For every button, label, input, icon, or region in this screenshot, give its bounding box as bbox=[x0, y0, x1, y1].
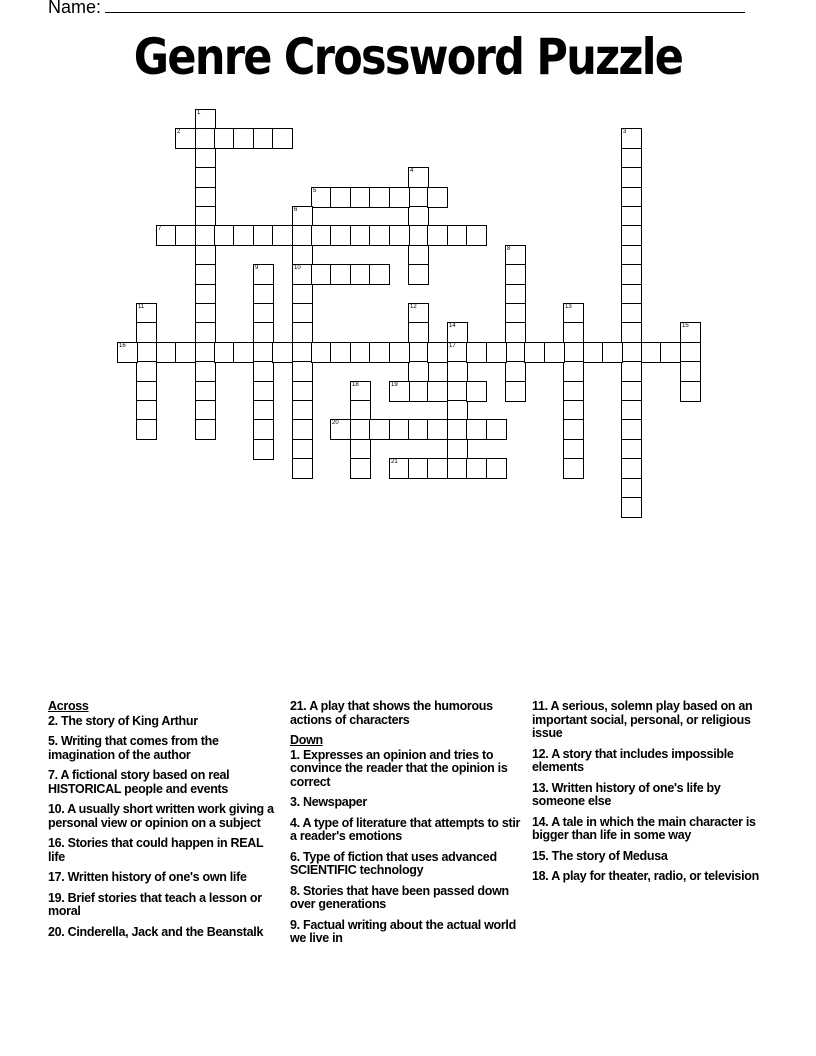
clue-item bbox=[532, 700, 768, 741]
grid-cell[interactable] bbox=[621, 206, 642, 227]
clue-text: Type of fiction that uses advanced SCIENTIFIC technology bbox=[290, 849, 497, 877]
clue-text: A type of literature that attempts to stir a reader's emotions bbox=[290, 815, 521, 843]
grid-cell[interactable] bbox=[136, 419, 157, 440]
grid-cell[interactable] bbox=[350, 225, 371, 246]
grid-cell[interactable] bbox=[505, 381, 526, 402]
clue-text: Brief stories that teach a lesson or moral bbox=[48, 890, 262, 918]
grid-cell[interactable] bbox=[427, 225, 448, 246]
clues-column-3 bbox=[532, 700, 768, 891]
grid-cell[interactable] bbox=[621, 245, 642, 266]
grid-cell[interactable] bbox=[292, 206, 313, 227]
grid-cell[interactable] bbox=[408, 225, 429, 246]
grid-cell[interactable] bbox=[408, 458, 429, 479]
clue-text: A play that shows the humorous actions of characters bbox=[290, 699, 493, 727]
grid-cell[interactable] bbox=[233, 342, 254, 363]
grid-cell[interactable] bbox=[195, 303, 216, 324]
grid-cell[interactable] bbox=[641, 342, 662, 363]
grid-cell[interactable] bbox=[195, 187, 216, 208]
clue-number: 12. bbox=[532, 746, 552, 761]
clue-number: 19. bbox=[48, 890, 68, 905]
grid-cell[interactable] bbox=[253, 128, 274, 149]
grid-cell[interactable] bbox=[427, 458, 448, 479]
grid-cell[interactable] bbox=[505, 264, 526, 285]
grid-cell[interactable] bbox=[136, 400, 157, 421]
grid-cell[interactable] bbox=[680, 342, 701, 363]
clue-text: Newspaper bbox=[303, 795, 367, 809]
clue-item bbox=[290, 749, 522, 790]
cell-number: 17 bbox=[449, 343, 456, 349]
clue-number: 4. bbox=[290, 815, 303, 830]
clue-item bbox=[48, 892, 280, 919]
clue-number: 5. bbox=[48, 734, 61, 748]
clue-item bbox=[290, 796, 522, 810]
grid-cell[interactable] bbox=[505, 322, 526, 343]
grid-cell[interactable] bbox=[408, 167, 429, 188]
grid-cell[interactable] bbox=[369, 187, 390, 208]
grid-cell[interactable] bbox=[447, 342, 468, 363]
cell-number: 16 bbox=[119, 343, 126, 349]
clue-item bbox=[532, 870, 768, 884]
grid-cell[interactable] bbox=[350, 439, 371, 460]
grid-cell[interactable] bbox=[621, 148, 642, 169]
grid-cell[interactable] bbox=[253, 264, 274, 285]
grid-cell[interactable] bbox=[350, 458, 371, 479]
grid-cell[interactable] bbox=[563, 458, 584, 479]
grid-cell[interactable] bbox=[175, 342, 196, 363]
clue-text: The story of King Arthur bbox=[61, 713, 198, 728]
cell-number: 1 bbox=[197, 110, 201, 116]
grid-cell[interactable] bbox=[195, 128, 216, 149]
clue-item bbox=[532, 782, 768, 809]
clue-number: 10. bbox=[48, 802, 68, 816]
grid-cell[interactable] bbox=[136, 303, 157, 324]
grid-cell[interactable] bbox=[621, 458, 642, 479]
clue-number: 11. bbox=[532, 699, 551, 713]
grid-cell[interactable] bbox=[621, 419, 642, 440]
grid-cell[interactable] bbox=[195, 206, 216, 227]
clue-item bbox=[48, 926, 280, 940]
grid-cell[interactable] bbox=[195, 167, 216, 188]
grid-cell[interactable] bbox=[233, 128, 254, 149]
clue-text: A fictional story based on real HISTORICAL people and events bbox=[48, 768, 230, 796]
clue-number: 1. bbox=[290, 747, 303, 762]
grid-cell[interactable] bbox=[680, 322, 701, 343]
grid-cell[interactable] bbox=[621, 187, 642, 208]
clue-item bbox=[532, 748, 768, 775]
grid-cell[interactable] bbox=[195, 148, 216, 169]
grid-cell[interactable] bbox=[408, 187, 429, 208]
grid-cell[interactable] bbox=[660, 342, 681, 363]
clue-number: 3. bbox=[290, 795, 303, 809]
grid-cell[interactable] bbox=[466, 381, 487, 402]
clue-text: Stories that could happen in REAL life bbox=[48, 836, 264, 864]
grid-cell[interactable] bbox=[408, 264, 429, 285]
grid-cell[interactable] bbox=[350, 381, 371, 402]
grid-cell[interactable] bbox=[272, 128, 293, 149]
clue-text: A usually short written work giving a personal view or opinion on a subject bbox=[48, 802, 274, 830]
clues-column-2 bbox=[290, 700, 522, 953]
grid-cell[interactable] bbox=[292, 264, 313, 285]
grid-cell[interactable] bbox=[602, 342, 623, 363]
cell-number: 15 bbox=[682, 323, 689, 329]
grid-cell[interactable] bbox=[136, 381, 157, 402]
grid-cell[interactable] bbox=[466, 342, 487, 363]
cell-number: 19 bbox=[391, 382, 398, 388]
grid-cell[interactable] bbox=[621, 400, 642, 421]
grid-cell[interactable] bbox=[175, 128, 196, 149]
grid-cell[interactable] bbox=[195, 322, 216, 343]
grid-cell[interactable] bbox=[195, 381, 216, 402]
grid-cell[interactable] bbox=[427, 419, 448, 440]
clue-text: Cinderella, Jack and the Beanstalk bbox=[67, 924, 264, 939]
clue-item bbox=[48, 837, 280, 864]
grid-cell[interactable] bbox=[466, 419, 487, 440]
grid-cell[interactable] bbox=[136, 361, 157, 382]
grid-cell[interactable] bbox=[292, 458, 313, 479]
grid-cell[interactable] bbox=[563, 400, 584, 421]
grid-cell[interactable] bbox=[292, 342, 313, 363]
grid-cell[interactable] bbox=[292, 439, 313, 460]
grid-cell[interactable] bbox=[427, 381, 448, 402]
clue-number: 6. bbox=[290, 849, 303, 864]
grid-cell[interactable] bbox=[621, 381, 642, 402]
clue-item bbox=[290, 851, 522, 878]
grid-cell[interactable] bbox=[350, 342, 371, 363]
clue-number: 21. bbox=[290, 699, 310, 713]
page-title: Genre Crossword Puzzle bbox=[133, 28, 683, 86]
grid-cell[interactable] bbox=[389, 458, 410, 479]
grid-cell[interactable] bbox=[195, 264, 216, 285]
grid-cell[interactable] bbox=[408, 303, 429, 324]
grid-cell[interactable] bbox=[292, 245, 313, 266]
grid-cell[interactable] bbox=[563, 419, 584, 440]
clue-text: A story that includes impossible elements bbox=[532, 746, 734, 774]
clue-number: 17. bbox=[48, 870, 68, 884]
cell-number: 2 bbox=[177, 129, 181, 135]
grid-cell[interactable] bbox=[195, 225, 216, 246]
grid-cell[interactable] bbox=[389, 381, 410, 402]
grid-cell[interactable] bbox=[563, 342, 584, 363]
grid-cell[interactable] bbox=[292, 400, 313, 421]
clue-item bbox=[48, 803, 280, 830]
grid-cell[interactable] bbox=[621, 284, 642, 305]
cell-number: 14 bbox=[449, 323, 456, 329]
grid-cell[interactable] bbox=[486, 419, 507, 440]
grid-cell[interactable] bbox=[253, 361, 274, 382]
grid-cell[interactable] bbox=[253, 322, 274, 343]
grid-cell[interactable] bbox=[486, 342, 507, 363]
grid-cell[interactable] bbox=[621, 361, 642, 382]
grid-cell[interactable] bbox=[195, 245, 216, 266]
grid-cell[interactable] bbox=[330, 419, 351, 440]
cell-number: 3 bbox=[623, 129, 627, 135]
cell-number: 4 bbox=[410, 168, 414, 174]
clue-number: 16. bbox=[48, 836, 68, 850]
cell-number: 10 bbox=[294, 265, 301, 271]
grid-cell[interactable] bbox=[505, 342, 526, 363]
grid-cell[interactable] bbox=[408, 245, 429, 266]
clue-number: 18. bbox=[532, 869, 552, 883]
grid-cell[interactable] bbox=[427, 187, 448, 208]
grid-cell[interactable] bbox=[253, 342, 274, 363]
clue-number: 13. bbox=[532, 780, 552, 795]
clue-number: 2. bbox=[48, 713, 61, 728]
grid-cell[interactable] bbox=[621, 478, 642, 499]
clue-text: Stories that have been passed down over generations bbox=[290, 883, 509, 911]
clue-item bbox=[532, 850, 768, 864]
grid-cell[interactable] bbox=[524, 342, 545, 363]
grid-cell[interactable] bbox=[563, 381, 584, 402]
cell-number: 8 bbox=[507, 246, 511, 252]
grid-cell[interactable] bbox=[369, 419, 390, 440]
grid-cell[interactable] bbox=[253, 381, 274, 402]
grid-cell[interactable] bbox=[195, 342, 216, 363]
grid-cell[interactable] bbox=[156, 225, 177, 246]
grid-cell[interactable] bbox=[272, 342, 293, 363]
clue-text: Writing that comes from the imagination of the author bbox=[48, 734, 219, 762]
clue-item bbox=[48, 735, 280, 762]
grid-cell[interactable] bbox=[505, 303, 526, 324]
grid-cell[interactable] bbox=[486, 458, 507, 479]
grid-cell[interactable] bbox=[292, 284, 313, 305]
clue-item bbox=[48, 871, 280, 885]
clue-text: Written history of one's life by someone else bbox=[532, 780, 721, 808]
grid-cell[interactable] bbox=[253, 284, 274, 305]
grid-cell[interactable] bbox=[621, 303, 642, 324]
clue-number: 9. bbox=[290, 917, 303, 932]
grid-cell[interactable] bbox=[408, 322, 429, 343]
grid-cell[interactable] bbox=[292, 303, 313, 324]
grid-cell[interactable] bbox=[350, 264, 371, 285]
grid-cell[interactable] bbox=[253, 400, 274, 421]
grid-cell[interactable] bbox=[447, 400, 468, 421]
grid-cell[interactable] bbox=[621, 322, 642, 343]
grid-cell[interactable] bbox=[563, 439, 584, 460]
grid-cell[interactable] bbox=[389, 419, 410, 440]
clues-column-1 bbox=[48, 700, 280, 946]
grid-cell[interactable] bbox=[621, 128, 642, 149]
cell-number: 5 bbox=[313, 188, 317, 194]
grid-cell[interactable] bbox=[195, 419, 216, 440]
grid-cell[interactable] bbox=[253, 419, 274, 440]
clue-item bbox=[48, 769, 280, 796]
grid-cell[interactable] bbox=[427, 342, 448, 363]
grid-cell[interactable] bbox=[447, 322, 468, 343]
grid-cell[interactable] bbox=[233, 225, 254, 246]
grid-cell[interactable] bbox=[447, 225, 468, 246]
clue-text: Factual writing about the actual world we live in bbox=[290, 917, 516, 945]
cell-number: 6 bbox=[294, 207, 298, 213]
grid-cell[interactable] bbox=[214, 342, 235, 363]
clue-item bbox=[532, 816, 768, 843]
clue-text: A serious, solemn play based on an important social, personal, or religious issue bbox=[532, 699, 753, 740]
grid-cell[interactable] bbox=[544, 342, 565, 363]
cell-number: 21 bbox=[391, 459, 398, 465]
cell-number: 9 bbox=[255, 265, 259, 271]
grid-cell[interactable] bbox=[621, 264, 642, 285]
grid-cell[interactable] bbox=[621, 167, 642, 188]
grid-cell[interactable] bbox=[292, 419, 313, 440]
grid-cell[interactable] bbox=[447, 381, 468, 402]
grid-cell[interactable] bbox=[156, 342, 177, 363]
grid-cell[interactable] bbox=[136, 322, 157, 343]
grid-cell[interactable] bbox=[563, 361, 584, 382]
clue-number: 20. bbox=[48, 924, 68, 939]
grid-cell[interactable] bbox=[621, 497, 642, 518]
grid-cell[interactable] bbox=[195, 361, 216, 382]
grid-cell[interactable] bbox=[447, 419, 468, 440]
cell-number: 18 bbox=[352, 382, 359, 388]
grid-cell[interactable] bbox=[350, 187, 371, 208]
grid-cell[interactable] bbox=[505, 361, 526, 382]
grid-cell[interactable] bbox=[621, 225, 642, 246]
grid-cell[interactable] bbox=[311, 225, 332, 246]
clue-number: 14. bbox=[532, 814, 552, 829]
clue-text: Written history of one's own life bbox=[67, 870, 247, 884]
grid-cell[interactable] bbox=[408, 361, 429, 382]
grid-cell[interactable] bbox=[195, 109, 216, 130]
grid-cell[interactable] bbox=[369, 264, 390, 285]
grid-cell[interactable] bbox=[621, 342, 642, 363]
grid-cell[interactable] bbox=[466, 458, 487, 479]
grid-cell[interactable] bbox=[350, 400, 371, 421]
clue-text: Expresses an opinion and tries to convince the reader that the opinion is correct bbox=[290, 747, 508, 789]
grid-cell[interactable] bbox=[408, 342, 429, 363]
grid-cell[interactable] bbox=[563, 303, 584, 324]
clue-number: 15. bbox=[532, 848, 552, 863]
cell-number: 7 bbox=[158, 226, 162, 232]
grid-cell[interactable] bbox=[253, 225, 274, 246]
grid-cell[interactable] bbox=[408, 381, 429, 402]
grid-cell[interactable] bbox=[292, 322, 313, 343]
grid-cell[interactable] bbox=[680, 381, 701, 402]
grid-cell[interactable] bbox=[330, 225, 351, 246]
clue-text: A tale in which the main character is bigger than life in some way bbox=[532, 814, 756, 842]
grid-cell[interactable] bbox=[311, 187, 332, 208]
grid-cell[interactable] bbox=[505, 284, 526, 305]
cell-number: 20 bbox=[332, 420, 339, 426]
grid-cell[interactable] bbox=[369, 225, 390, 246]
grid-cell[interactable] bbox=[292, 225, 313, 246]
grid-cell[interactable] bbox=[253, 439, 274, 460]
grid-cell[interactable] bbox=[330, 264, 351, 285]
grid-cell[interactable] bbox=[350, 419, 371, 440]
grid-cell[interactable] bbox=[175, 225, 196, 246]
grid-cell[interactable] bbox=[583, 342, 604, 363]
clue-number: 8. bbox=[290, 883, 303, 898]
name-label: Name: bbox=[48, 0, 102, 17]
grid-cell[interactable] bbox=[311, 342, 332, 363]
grid-cell[interactable] bbox=[447, 361, 468, 382]
grid-cell[interactable] bbox=[408, 206, 429, 227]
clue-item bbox=[290, 885, 522, 912]
grid-cell[interactable] bbox=[292, 381, 313, 402]
clue-text: A play for theater, radio, or television bbox=[551, 869, 759, 883]
grid-cell[interactable] bbox=[447, 439, 468, 460]
grid-cell[interactable] bbox=[272, 225, 293, 246]
grid-cell[interactable] bbox=[563, 322, 584, 343]
grid-cell[interactable] bbox=[195, 284, 216, 305]
grid-cell[interactable] bbox=[408, 419, 429, 440]
cell-number: 13 bbox=[565, 304, 572, 310]
grid-cell[interactable] bbox=[195, 400, 216, 421]
across-heading: Across bbox=[48, 699, 89, 713]
grid-cell[interactable] bbox=[369, 342, 390, 363]
grid-cell[interactable] bbox=[447, 458, 468, 479]
grid-cell[interactable] bbox=[117, 342, 138, 363]
grid-cell[interactable] bbox=[389, 225, 410, 246]
grid-cell[interactable] bbox=[330, 187, 351, 208]
grid-cell[interactable] bbox=[505, 245, 526, 266]
grid-cell[interactable] bbox=[466, 225, 487, 246]
grid-cell[interactable] bbox=[680, 361, 701, 382]
grid-cell[interactable] bbox=[214, 128, 235, 149]
grid-cell[interactable] bbox=[311, 264, 332, 285]
clue-text: The story of Medusa bbox=[551, 848, 668, 863]
grid-cell[interactable] bbox=[292, 361, 313, 382]
grid-cell[interactable] bbox=[621, 439, 642, 460]
clue-number: 7. bbox=[48, 768, 61, 782]
clue-item bbox=[290, 700, 522, 727]
clue-item bbox=[290, 817, 522, 844]
grid-cell[interactable] bbox=[330, 342, 351, 363]
grid-cell[interactable] bbox=[253, 303, 274, 324]
clue-item bbox=[48, 715, 280, 729]
clue-item bbox=[290, 919, 522, 946]
cell-number: 11 bbox=[138, 304, 145, 310]
grid-cell[interactable] bbox=[389, 342, 410, 363]
grid-cell[interactable] bbox=[214, 225, 235, 246]
down-heading: Down bbox=[290, 733, 323, 747]
cell-number: 12 bbox=[410, 304, 417, 310]
grid-cell[interactable] bbox=[136, 342, 157, 363]
grid-cell[interactable] bbox=[389, 187, 410, 208]
